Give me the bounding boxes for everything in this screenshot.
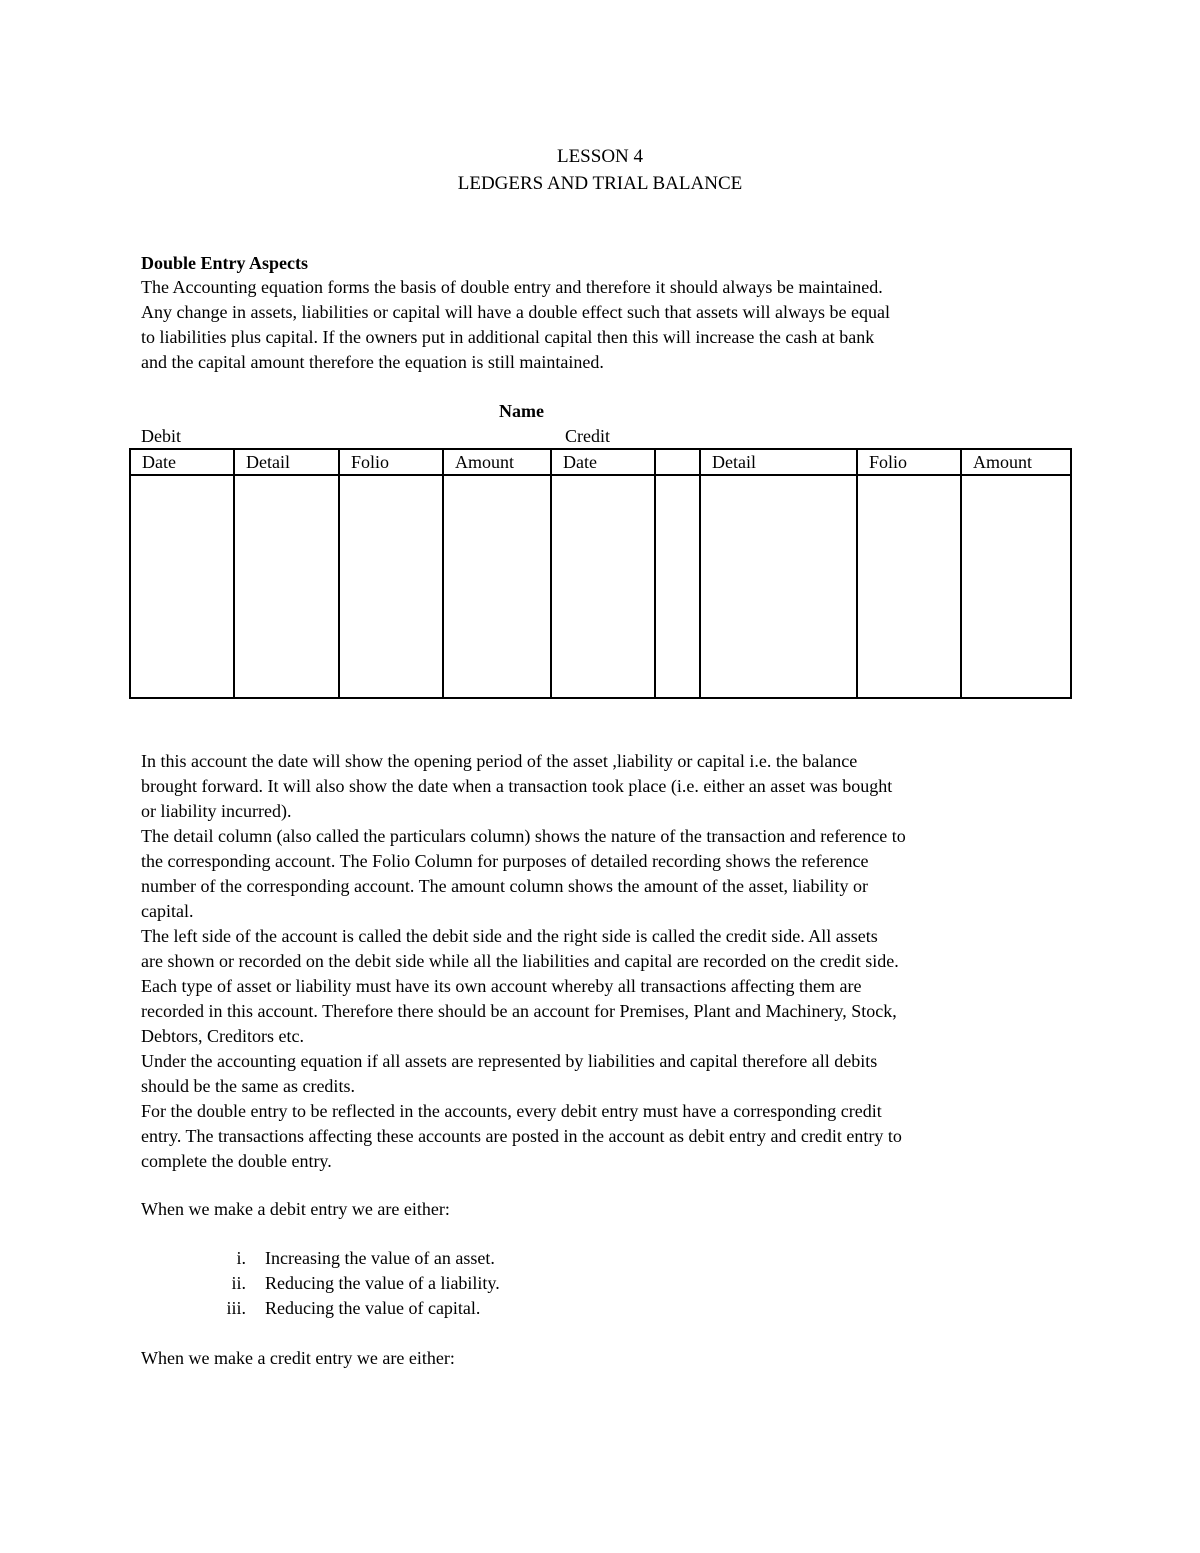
credit-entry-intro: When we make a credit entry we are either: [141, 1348, 455, 1368]
list-text: Reducing the value of a liability. [265, 1273, 500, 1293]
lesson-title: LEDGERS AND TRIAL BALANCE [457, 173, 743, 194]
column-header-blank [655, 449, 700, 475]
intro-line: and the capital amount therefore the equation is still maintained. [141, 352, 604, 372]
list-number: iii. [226, 1298, 246, 1318]
ledger-body-row [130, 475, 1071, 698]
list-number: i. [236, 1248, 246, 1268]
ledger-table [129, 448, 1072, 699]
body-line: The detail column (also called the particulars column) shows the nature of the transaction and reference to [141, 826, 906, 846]
list-text: Increasing the value of an asset. [265, 1248, 495, 1268]
body-line: entry. The transactions affecting these accounts are posted in the account as debit entry and credit entry to [141, 1126, 902, 1146]
ledger-cell [655, 475, 700, 698]
intro-line: The Accounting equation forms the basis of double entry and therefore it should always be maintained. [141, 277, 883, 297]
body-line: The left side of the account is called the debit side and the right side is called the credit side. All assets [141, 926, 878, 946]
body-line: brought forward. It will also show the date when a transaction took place (i.e. either an asset was bought [141, 776, 893, 796]
column-header-credit-detail: Detail [700, 449, 857, 475]
account-name-label: Name [499, 401, 544, 421]
ledger-cell [130, 475, 234, 698]
ledger-cell [700, 475, 857, 698]
debit-label: Debit [141, 426, 181, 446]
column-header-credit-date: Date [551, 449, 655, 475]
column-header-debit-detail: Detail [234, 449, 339, 475]
body-line: complete the double entry. [141, 1151, 332, 1171]
explanation-text [141, 749, 1081, 1174]
column-header-debit-date: Date [130, 449, 234, 475]
column-header-debit-amount: Amount [443, 449, 551, 475]
body-line: Debtors, Creditors etc. [141, 1026, 304, 1046]
body-line: For the double entry to be reflected in the accounts, every debit entry must have a corresponding credit [141, 1101, 882, 1121]
body-line: capital. [141, 901, 194, 921]
body-line: Under the accounting equation if all assets are represented by liabilities and capital therefore all debits [141, 1051, 878, 1071]
body-line: Each type of asset or liability must have its own account whereby all transactions affecting them are [141, 976, 862, 996]
ledger-cell [234, 475, 339, 698]
ledger-cell [339, 475, 443, 698]
ledger-cell [857, 475, 961, 698]
debit-entry-intro: When we make a debit entry we are either: [141, 1199, 450, 1219]
ledger-cell [443, 475, 551, 698]
body-line: should be the same as credits. [141, 1076, 355, 1096]
list-item [200, 1271, 500, 1296]
column-header-credit-folio: Folio [857, 449, 961, 475]
intro-line: Any change in assets, liabilities or capital will have a double effect such that assets will always be equal [141, 302, 890, 322]
document-title [0, 143, 1200, 197]
column-header-credit-amount: Amount [961, 449, 1071, 475]
body-line: recorded in this account. Therefore there should be an account for Premises, Plant and Machinery, Stock, [141, 1001, 897, 1021]
section-heading: Double Entry Aspects [141, 253, 309, 273]
ledger-cell [551, 475, 655, 698]
intro-paragraph [141, 275, 1071, 375]
list-item [200, 1296, 500, 1321]
lesson-number: LESSON 4 [556, 146, 644, 167]
body-line: number of the corresponding account. The amount column shows the amount of the asset, liability or [141, 876, 869, 896]
debit-entry-list [200, 1246, 500, 1321]
body-line: are shown or recorded on the debit side while all the liabilities and capital are recorded on the credit side. [141, 951, 899, 971]
list-item [200, 1246, 500, 1271]
list-text: Reducing the value of capital. [265, 1298, 481, 1318]
body-line: the corresponding account. The Folio Column for purposes of detailed recording shows the reference [141, 851, 869, 871]
ledger-cell [961, 475, 1071, 698]
credit-label: Credit [565, 426, 610, 446]
intro-line: to liabilities plus capital. If the owners put in additional capital then this will increase the cash at bank [141, 327, 875, 347]
body-line: or liability incurred). [141, 801, 292, 821]
column-header-debit-folio: Folio [339, 449, 443, 475]
list-number: ii. [231, 1273, 246, 1293]
ledger-header-row [130, 449, 1071, 475]
body-line: In this account the date will show the opening period of the asset ,liability or capital i.e. the balance [141, 751, 858, 771]
